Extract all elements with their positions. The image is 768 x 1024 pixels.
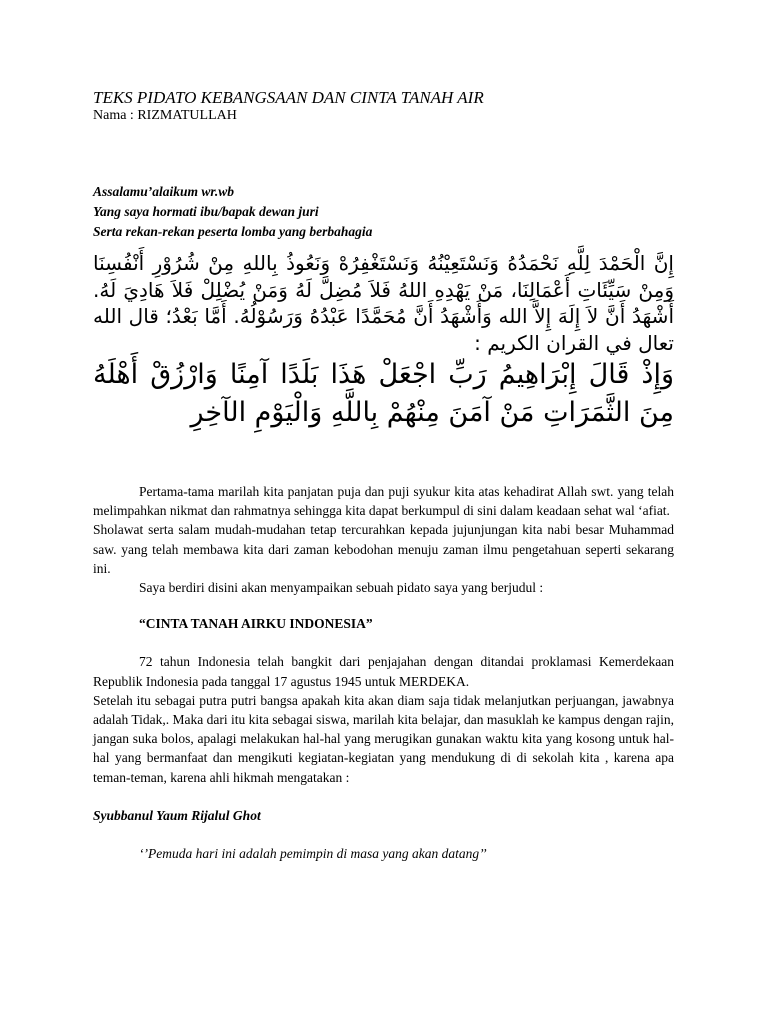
greeting-line-peserta: Serta rekan-rekan peserta lomba yang berbahagia <box>93 224 373 239</box>
speech-body <box>93 482 674 863</box>
paragraph-gratitude: Pertama-tama marilah kita panjatan puja dan puji syukur kita atas kehadirat Allah swt. yang telah melimpahkan nikmat dan rahmatnya sehingga kita dapat berkumpul di sini dalam keadaan sehat wal ‘afiat. <box>93 484 674 519</box>
saying-heading: Syubbanul Yaum Rijalul Ghot <box>93 807 261 823</box>
speech-title: “CINTA TANAH AIRKU INDONESIA” <box>139 616 373 632</box>
paragraph-introduction: Saya berdiri disini akan menyampaikan sebuah pidato saya yang berjudul : <box>139 580 544 596</box>
saying-quote: ‘’Pemuda hari ini adalah pemimpin di masa yang akan datang’’ <box>139 846 487 862</box>
greeting-line-juri: Yang saya hormati ibu/bapak dewan juri <box>93 204 319 219</box>
arabic-opening-prayer: إِنَّ الْحَمْدَ لِلَّهِ نَحْمَدُهُ وَنَسْتَعِيْنُهُ وَنَسْتَغْفِرُهْ وَنَعُوذُ بِاللهِ مِنْ شُرُوْرِ أَنْفُسِنَا وَمِنْ سَيِّئَاتِ أَعْمَالِنَا، مَنْ يَهْدِهِ اللهُ فَلاَ مُضِلَّ لَهُ وَمَنْ يُضْلِلْ فَلاَ هَادِيَ لَهُ. أَشْهَدُ أَنَّ لاَ إِلَهَ إِلاَّ الله وَأَشْهَدُ أَنَّ مُحَمَّدًا عَبْدُهُ وَرَسُوْلُهُ. أَمَّا بَعْدُ؛ قال الله تعال في القران الكريم : <box>93 251 674 355</box>
paragraph-independence: 72 tahun Indonesia telah bangkit dari penjajahan dengan ditandai proklamasi Kemerdekaan Republik Indonesia pada tanggal 17 agustus 1945 untuk MERDEKA. <box>93 654 674 689</box>
arabic-quran-verse: وَإِذْ قَالَ إِبْرَاهِيمُ رَبِّ اجْعَلْ هَذَا بَلَدًا آمِنًا وَارْزُقْ أَهْلَهُ مِنَ الثَّمَرَاتِ مَنْ آمَنَ مِنْهُمْ بِاللَّهِ وَالْيَوْمِ الآخِرِ <box>93 359 674 428</box>
paragraph-sholawat: Sholawat serta salam mudah-mudahan tetap tercurahkan kepada jujunjungan kita nabi besar Muhammad saw. yang telah membawa kita dari zaman kebodohan menuju zaman ilmu pengetahuan seperti sekarang ini. <box>93 522 674 576</box>
greeting-block <box>93 182 372 242</box>
paragraph-call-to-action: Setelah itu sebagai putra putri bangsa apakah kita akan diam saja tidak melanjutkan perjuangan, jawabnya adalah Tidak,. Maka dari itu kita sebagai siswa, marilah kita belajar, dan masuklah ke kampus dengan rajin, jangan suka bolos, apalagi melakukan hal-hal yang merugikan gunakan waktu kita yang kosong untuk hal-hal yang bermanfaat dan mengikuti kegiatan-kegiatan yang mendukung di di sekolah kita , karena apa teman-teman, karena ahli hikmah mengatakan : <box>93 692 674 785</box>
author-name-line: Nama : RIZMATULLAH <box>93 108 237 123</box>
greeting-line-salam: Assalamu’alaikum wr.wb <box>93 184 235 199</box>
document-title: TEKS PIDATO KEBANGSAAN DAN CINTA TANAH AIR <box>93 88 484 107</box>
